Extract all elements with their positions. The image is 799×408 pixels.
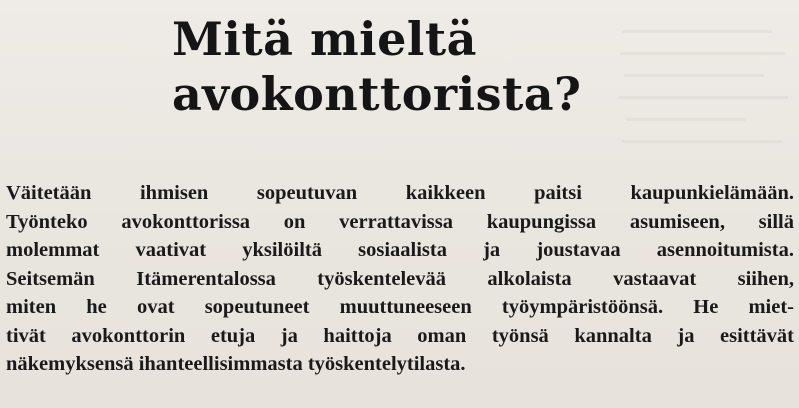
paragraph-line: tivät avokonttorin etuja ja haittoja oman työnsä kannalta ja esittävät bbox=[6, 324, 794, 347]
article-title bbox=[172, 12, 612, 122]
paragraph-line: Työnteko avokonttorissa on verrattavissa kaupungissa asumiseen, sillä bbox=[6, 210, 794, 233]
title-line: Mitä mieltä bbox=[172, 12, 477, 66]
paragraph-line: näkemyksensä ihanteellisimmasta työskentelytilasta. bbox=[6, 353, 466, 375]
title-line: avokonttorista? bbox=[172, 67, 582, 121]
paragraph-line: Seitsemän Itämerentalossa työskentelevää alkolaista vastaavat siihen, bbox=[6, 267, 794, 290]
article-lead-paragraph bbox=[6, 179, 796, 379]
paragraph-line: miten he ovat sopeutuneet muuttuneeseen työympäristöönsä. He miet- bbox=[6, 296, 794, 318]
paragraph-line: molemmat vaativat yksilöiltä sosiaalista ja joustavaa asennoitumista. bbox=[6, 239, 794, 261]
bleed-through-text bbox=[612, 0, 799, 175]
paragraph-line: Väitetään ihmisen sopeutuvan kaikkeen paitsi kaupunkielämään. bbox=[6, 182, 794, 204]
